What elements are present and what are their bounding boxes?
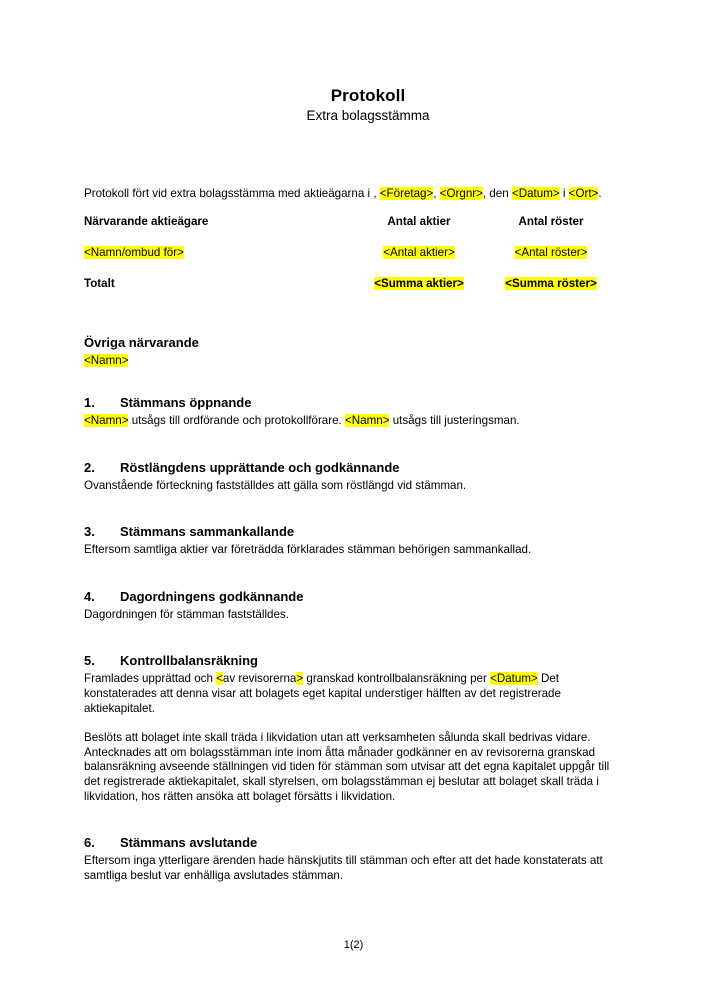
section-5-text-1: Framlades upprättad och: [84, 672, 217, 686]
section-5-text-2: granskad kontrollbalansräkning per: [303, 672, 491, 686]
intro-sep-4: .: [598, 187, 602, 200]
placeholder-total-votes: <Summa röster>: [505, 277, 597, 290]
placeholder-votes: <Antal röster>: [514, 246, 588, 259]
section-2-heading: [84, 459, 616, 476]
table-total-row: [84, 276, 616, 291]
section-5-paragraph-2: Beslöts att bolaget inte skall träda i likvidation utan att verksamheten sålunda skall bedrivas vidare. Antecknades att om bolagsstämman inte inom åtta månader godkänner en av revisorerna granskad balansräkning avseende ställningen vid tiden för stämman som utvisar att det egna kapitalet uppgår till det registrerade aktiekapitalet, skall styrelsen, om bolagsstämman ej beslutar att bolaget skall träda i likvidation, hos rätten ansöka att bolaget försätts i likvidation.: [84, 731, 610, 803]
table-row: [84, 245, 616, 276]
section-2-title: Röstlängdens upprättande och godkännande: [120, 459, 400, 475]
placeholder-company: <Företag>: [379, 187, 434, 200]
section-3-number: 3.: [84, 524, 95, 540]
intro-sep-3: i: [559, 187, 569, 200]
section-2: [84, 459, 616, 494]
column-header-shareholder: Närvarande aktieägare: [84, 215, 209, 228]
section-5-title: Kontrollbalansräkning: [120, 653, 258, 669]
section-1-number: 1.: [84, 395, 95, 410]
other-present-heading: Övriga närvarande: [84, 335, 199, 350]
section-3-body: Eftersom samtliga aktier var företrädda förklarades stämman behörigen sammankallad.: [84, 543, 532, 557]
section-3-title: Stämmans sammankallande: [120, 524, 295, 540]
placeholder-shares: <Antal aktier>: [383, 246, 455, 259]
page-footer: 1(2): [343, 939, 364, 951]
page-subtitle: Extra bolagsstämma: [306, 108, 430, 123]
placeholder-kbr-date: <Datum>: [490, 672, 538, 686]
section-1-text-1: utsågs till ordförande och protokollförare.: [128, 414, 346, 427]
placeholder-date: <Datum>: [511, 187, 560, 200]
column-header-shares: Antal aktier: [387, 215, 451, 228]
intro-paragraph: [84, 186, 616, 201]
section-5: [84, 652, 616, 804]
placeholder-adjuster-name: <Namn>: [345, 414, 390, 427]
placeholder-other-name: <Namn>: [84, 354, 129, 367]
placeholder-orgnr: <Orgnr>: [439, 187, 483, 200]
section-1-text-2: utsågs till justeringsman.: [389, 414, 520, 427]
section-6-heading: [84, 834, 616, 851]
section-3-heading: [84, 523, 616, 540]
section-2-body: Ovanstående förteckning fastställdes att gälla som röstlängd vid stämman.: [84, 478, 467, 492]
cell-shares: [352, 245, 486, 276]
placeholder-place: <Ort>: [568, 187, 599, 200]
cell-total-shares: [352, 276, 486, 291]
section-1-body: [84, 414, 616, 429]
cell-total-votes: [486, 276, 616, 291]
table-header-row: [84, 214, 616, 245]
document-content: [84, 0, 616, 883]
column-header-votes: Antal röster: [518, 215, 584, 228]
section-5-number: 5.: [84, 653, 95, 669]
cell-total-label: Totalt: [84, 277, 115, 290]
other-present-name-line: [84, 353, 616, 368]
section-1-heading: [84, 394, 616, 411]
section-5-paragraph-1: [84, 672, 616, 716]
section-6-title: Stämmans avslutande: [120, 835, 258, 851]
placeholder-bracket-close: >: [296, 672, 304, 686]
intro-sep-2: , den: [482, 187, 512, 200]
cell-shareholder-name: [84, 245, 352, 276]
section-4-body: Dagordningen för stämman fastställdes.: [84, 607, 289, 621]
placeholder-shareholder-name: <Namn/ombud för>: [84, 246, 184, 259]
section-4: [84, 588, 616, 623]
title-block: [84, 86, 616, 124]
section-5-text-3: Det konstaterades att denna visar att bolagets eget kapital understiger hälften av det registrerade aktiekapitalet.: [84, 672, 561, 715]
section-6: [84, 834, 616, 883]
placeholder-total-shares: <Summa aktier>: [374, 277, 464, 290]
intro-text-before: Protokoll fört vid extra bolagsstämma med aktieägarna i ,: [84, 187, 380, 200]
section-3: [84, 523, 616, 558]
other-present-section: [84, 335, 616, 368]
page-title: Protokoll: [330, 86, 406, 105]
section-5-heading: [84, 652, 616, 669]
cell-votes: [486, 245, 616, 276]
section-4-heading: [84, 588, 616, 605]
section-5-inner-text: av revisorerna: [222, 672, 297, 686]
placeholder-bracket-open: <: [216, 672, 223, 686]
section-1-title: Stämmans öppnande: [120, 395, 252, 410]
section-1: [84, 394, 616, 429]
section-4-number: 4.: [84, 588, 95, 604]
section-2-number: 2.: [84, 459, 95, 475]
section-6-number: 6.: [84, 835, 95, 851]
attendance-table: [84, 214, 616, 291]
placeholder-chairman-name: <Namn>: [84, 414, 129, 427]
section-4-title: Dagordningens godkännande: [120, 588, 304, 604]
intro-sep-1: ,: [433, 187, 440, 200]
section-6-body: Eftersom inga ytterligare ärenden hade hänskjutits till stämman och efter att det hade konstaterats att samtliga beslut var enhälliga avslutades stämman.: [84, 854, 603, 882]
